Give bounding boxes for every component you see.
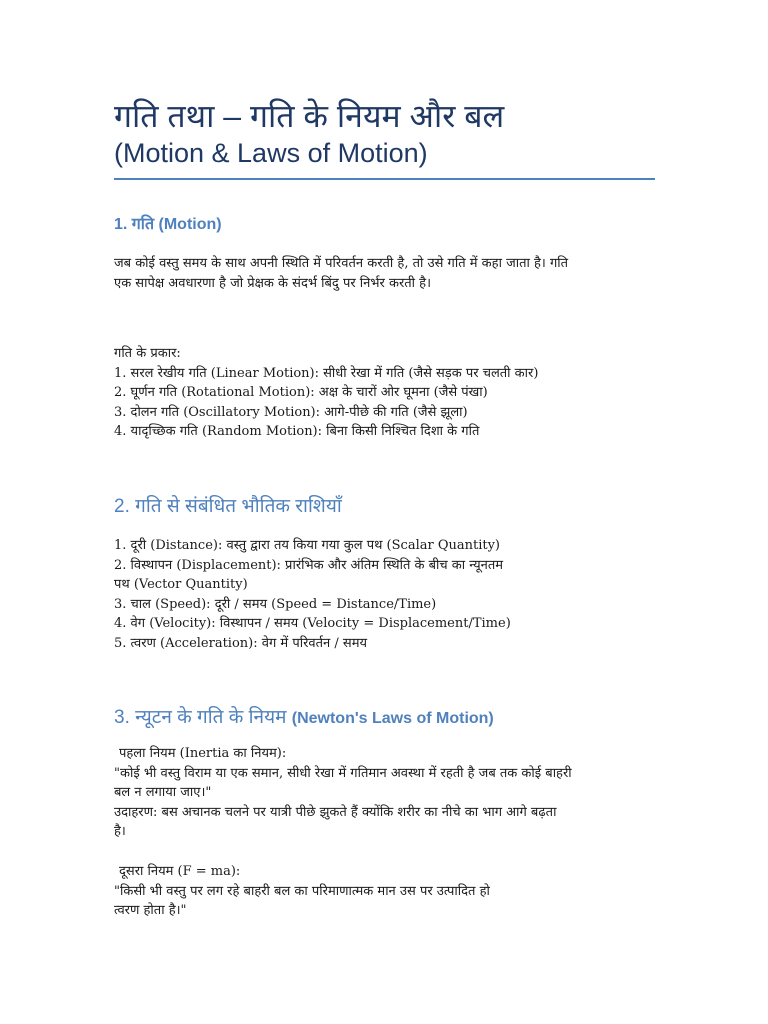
section-1-heading [114,212,222,234]
page-subtitle: (Motion & Laws of Motion) [114,138,428,168]
paragraph-line: है। [114,824,126,839]
paragraph-line: त्वरण होता है।" [114,903,187,918]
section-3-heading-prefix: 3. न्यूटन के गति के नियम [114,707,292,728]
list-item: पथ (Vector Quantity) [114,577,248,592]
section-3-heading [114,703,494,729]
law-title: पहला नियम (Inertia का नियम): [119,746,287,761]
paragraph-line: एक सापेक्ष अवधारणा है जो प्रेक्षक के संदर्भ बिंदु पर निर्भर करती है। [114,275,431,291]
second-law [114,862,644,921]
section-3-heading-en: (Newton's Laws of Motion) [291,710,494,727]
section-1-intro [114,254,644,293]
list-item: 1. सरल रेखीय गति (Linear Motion): सीधी रेखा में गति (जैसे सड़क पर चलती कार) [114,365,539,381]
list-item: 4. वेग (Velocity): विस्थापन / समय (Velocity = Displacement/Time) [114,616,511,631]
title-divider [114,178,655,180]
paragraph-line: "कोई भी वस्तु विराम या एक समान, सीधी रेखा में गतिमान अवस्था में रहती है जब तक कोई बाहरी [114,765,572,781]
motion-types-list [114,344,644,442]
page-title: गति तथा – गति के नियम और बल [114,98,505,134]
paragraph-line: जब कोई वस्तु समय के साथ अपनी स्थिति में परिवर्तन करती है, तो उसे गति में कहा जाता है। गति [114,256,569,271]
list-item: 2. घूर्णन गति (Rotational Motion): अक्ष के चारों ओर घूमना (जैसे पंखा) [114,385,488,400]
paragraph-line: उदाहरण: बस अचानक चलने पर यात्री पीछे झुकते हैं क्योंकि शरीर का नीचे का भाग आगे बढ़ता [114,804,557,820]
list-item: 1. दूरी (Distance): वस्तु द्वारा तय किया गया कुल पथ (Scalar Quantity) [114,538,500,553]
paragraph-line: बल न लगाया जाए।" [114,785,212,800]
list-item: 3. चाल (Speed): दूरी / समय (Speed = Distance/Time) [114,596,437,612]
section-1-heading-prefix: 1. गति [114,216,159,233]
physical-quantities-list [114,536,644,653]
section-1-heading-en: (Motion) [158,216,222,233]
section-2-heading: 2. गति से संबंधित भौतिक राशियाँ [114,496,342,517]
list-item: 3. दोलन गति (Oscillatory Motion): आगे-पीछे की गति (जैसे झूला) [114,404,468,420]
list-item: 4. यादृच्छिक गति (Random Motion): बिना किसी निश्चित दिशा के गति [114,424,480,439]
first-law [114,744,644,842]
list-item: 5. त्वरण (Acceleration): वेग में परिवर्तन / समय [114,635,368,651]
list-item: 2. विस्थापन (Displacement): प्रारंभिक और अंतिम स्थिति के बीच का न्यूनतम [114,557,504,573]
law-title: दूसरा नियम (F = ma): [119,864,241,879]
paragraph-line: "किसी भी वस्तु पर लग रहे बाहरी बल का परिमाणात्मक मान उस पर उत्पादित हो [114,883,490,899]
list-title: गति के प्रकार: [114,346,181,361]
